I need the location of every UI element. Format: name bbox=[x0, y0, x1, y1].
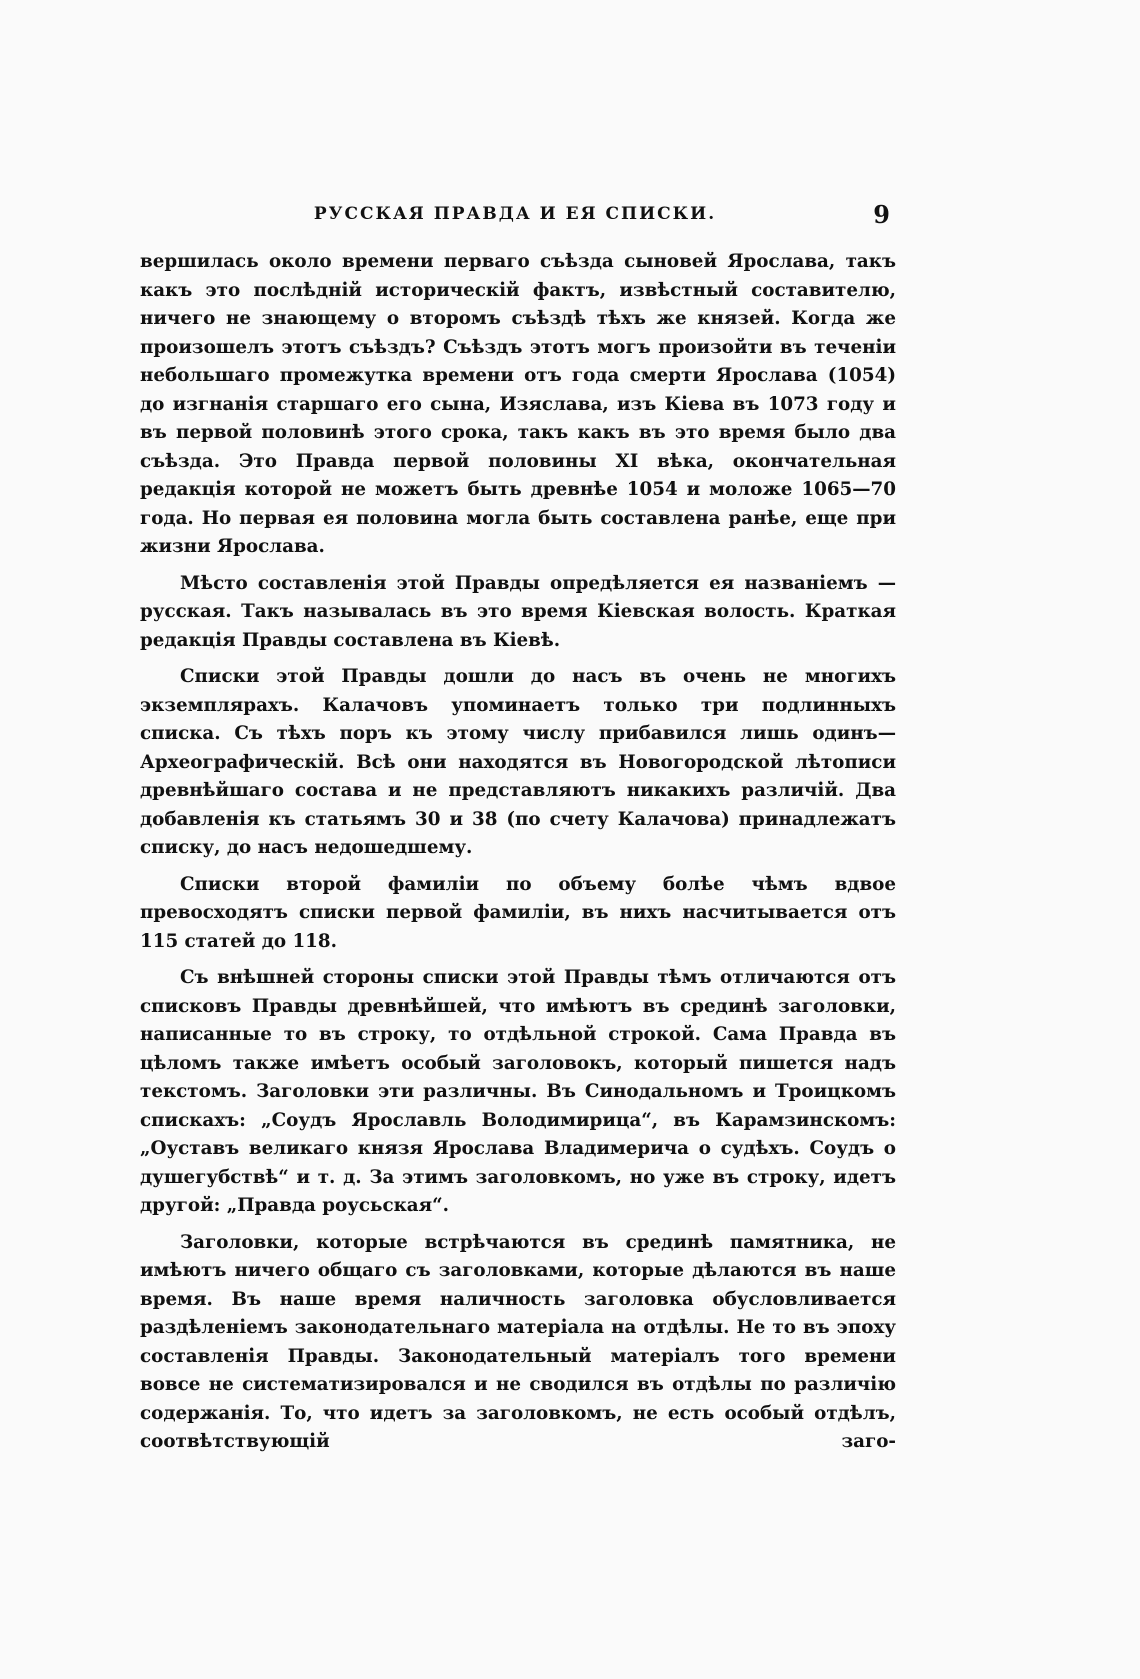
running-title: РУССКАЯ ПРАВДА И ЕЯ СПИСКИ. bbox=[313, 204, 717, 224]
paragraph: Списки этой Правды дошли до насъ въ очень не многихъ экземплярахъ. Калачовъ упоминаетъ только три подлинныхъ списка. Съ тѣхъ поръ къ этому числу прибавился лишь одинъ—Археографическій. Всѣ они находятся въ Новогородской лѣтописи древнѣйшаго состава и не представляютъ никакихъ различій. Два добавленія къ статьямъ 30 и 38 (по счету Калачова) принадлежатъ списку, до насъ недошедшему. bbox=[140, 666, 896, 858]
paragraph: Списки второй фамиліи по объему болѣе чѣмъ вдвое превосходятъ списки первой фамиліи, въ нихъ насчитывается отъ 115 статей до 118. bbox=[140, 873, 896, 952]
body-text bbox=[140, 248, 896, 1465]
paragraph: Съ внѣшней стороны списки этой Правды тѣмъ отличаются отъ списковъ Правды древнѣйшей, что имѣютъ въ срединѣ заголовки, написанные то въ строку, то отдѣльной строкой. Сама Правда въ цѣломъ также имѣетъ особый заголовокъ, который пишется надъ текстомъ. Заголовки эти различны. Въ Синодальномъ и Троицкомъ спискахъ: „Соудъ Ярославль Володимирица“, въ Карамзинскомъ: „Оуставъ великаго князя Ярослава Владимерича о судѣхъ. Соудъ о душегубствѣ“ и т. д. За этимъ заголовкомъ, но уже въ строку, идетъ другой: „Правда роусьская“. bbox=[140, 967, 896, 1216]
running-header bbox=[140, 200, 890, 236]
page-number: 9 bbox=[873, 200, 890, 229]
paragraph: Мѣсто составленія этой Правды опредѣляется ея названіемъ — русская. Такъ называлась въ это время Кіевская волость. Краткая редакція Правды составлена въ Кіевѣ. bbox=[140, 572, 896, 651]
paragraph: вершилась около времени перваго съѣзда сыновей Ярослава, такъ какъ это послѣдній историческій фактъ, извѣстный составителю, ничего не знающему о второмъ съѣздѣ тѣхъ же князей. Когда же произошелъ этотъ съѣздъ? Съѣздъ этотъ могъ произойти въ теченіи небольшаго промежутка времени отъ года смерти Ярослава (1054) до изгнанія старшаго его сына, Изяслава, изъ Кіева въ 1073 году и въ первой половинѣ этого срока, такъ какъ въ это время было два съѣзда. Это Правда первой половины XI вѣка, окончательная редакція которой не можетъ быть древнѣе 1054 и моложе 1065—70 года. Но первая ея половина могла быть составлена ранѣе, еще при жизни Ярослава. bbox=[140, 251, 896, 557]
paragraph: Заголовки, которые встрѣчаются въ срединѣ памятника, не имѣютъ ничего общаго съ заголовками, которые дѣлаются въ наше время. Въ наше время наличность заголовка обусловливается раздѣленіемъ законодательнаго матеріала на отдѣлы. Не то въ эпоху составленія Правды. Законодательный матеріалъ того времени вовсе не систематизировался и не сводился въ отдѣлы по различію содержанія. То, что идетъ за заголовкомъ, не есть особый отдѣлъ, соотвѣтствующій заго- bbox=[140, 1231, 896, 1452]
